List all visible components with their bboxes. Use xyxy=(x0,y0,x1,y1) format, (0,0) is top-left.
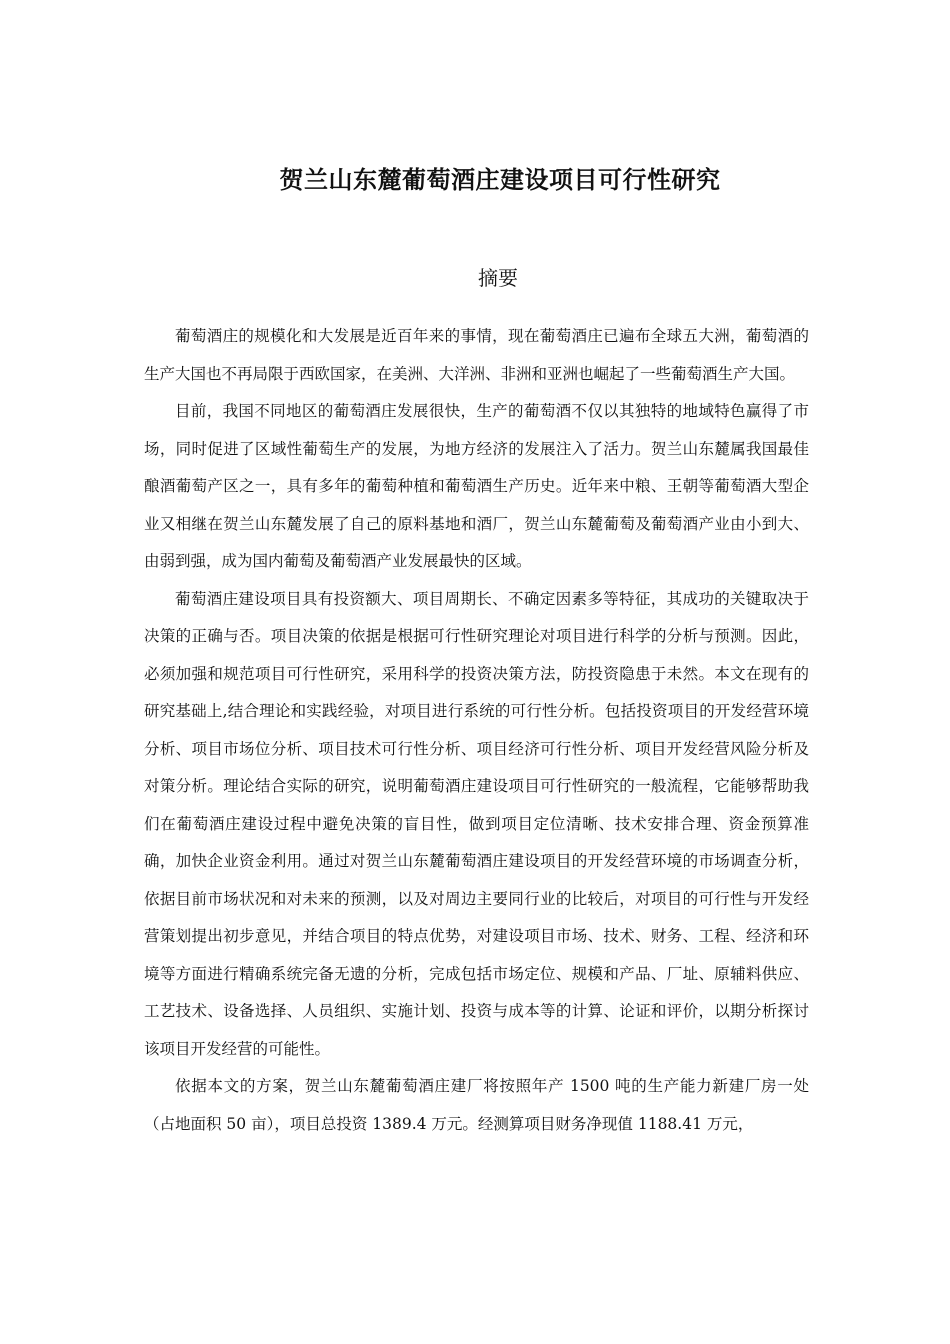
abstract-paragraph: 葡萄酒庄的规模化和大发展是近百年来的事情，现在葡萄酒庄已遍布全球五大洲，葡萄酒的生产大国也不再局限于西欧国家，在美洲、大洋洲、非洲和亚洲也崛起了一些葡萄酒生产大国。 xyxy=(144,327,809,383)
abstract-paragraph: 葡萄酒庄建设项目具有投资额大、项目周期长、不确定因素多等特征，其成功的关键取决于决策的正确与否。项目决策的依据是根据可行性研究理论对项目进行科学的分析与预测。因此，必须加强和规范项目可行性研究，采用科学的投资决策方法，防投资隐患于未然。本文在现有的研究基础上,结合理论和实践经验，对项目进行系统的可行性分析。包括投资项目的开发经营环境分析、项目市场位分析、项目技术可行性分析、项目经济可行性分析、项目开发经营风险分析及对策分析。理论结合实际的研究，说明葡萄酒庄建设项目可行性研究的一般流程，它能够帮助我们在葡萄酒庄建设过程中避免决策的盲目性，做到项目定位清晰、技术安排合理、资金预算准确，加快企业资金利用。通过对贺兰山东麓葡萄酒庄建设项目的开发经营环境的市场调查分析，依据目前市场状况和对未来的预测，以及对周边主要同行业的比较后，对项目的可行性与开发经营策划提出初步意见，并结合项目的特点优势，对建设项目市场、技术、财务、工程、经济和环境等方面进行精确系统完备无遗的分析，完成包括市场定位、规模和产品、厂址、原辅料供应、工艺技术、设备选择、人员组织、实施计划、投资与成本等的计算、论证和评价，以期分析探讨该项目开发经营的可能性。 xyxy=(144,589,809,1058)
document-title: 贺兰山东麓葡萄酒庄建设项目可行性研究 xyxy=(279,166,721,194)
abstract-heading: 摘要 xyxy=(478,266,518,290)
abstract-body xyxy=(144,318,809,1143)
abstract-paragraph: 依据本文的方案，贺兰山东麓葡萄酒庄建厂将按照年产 1500 吨的生产能力新建厂房一处（占地面积 50 亩），项目总投资 1389.4 万元。经测算项目财务净现值 1188.41 万元， xyxy=(144,1077,809,1133)
abstract-paragraph: 目前，我国不同地区的葡萄酒庄发展很快，生产的葡萄酒不仅以其独特的地域特色赢得了市场，同时促进了区域性葡萄生产的发展，为地方经济的发展注入了活力。贺兰山东麓属我国最佳酿酒葡萄产区之一，具有多年的葡萄种植和葡萄酒生产历史。近年来中粮、王朝等葡萄酒大型企业又相继在贺兰山东麓发展了自己的原料基地和酒厂，贺兰山东麓葡萄及葡萄酒产业由小到大、由弱到强，成为国内葡萄及葡萄酒产业发展最快的区域。 xyxy=(144,402,809,570)
